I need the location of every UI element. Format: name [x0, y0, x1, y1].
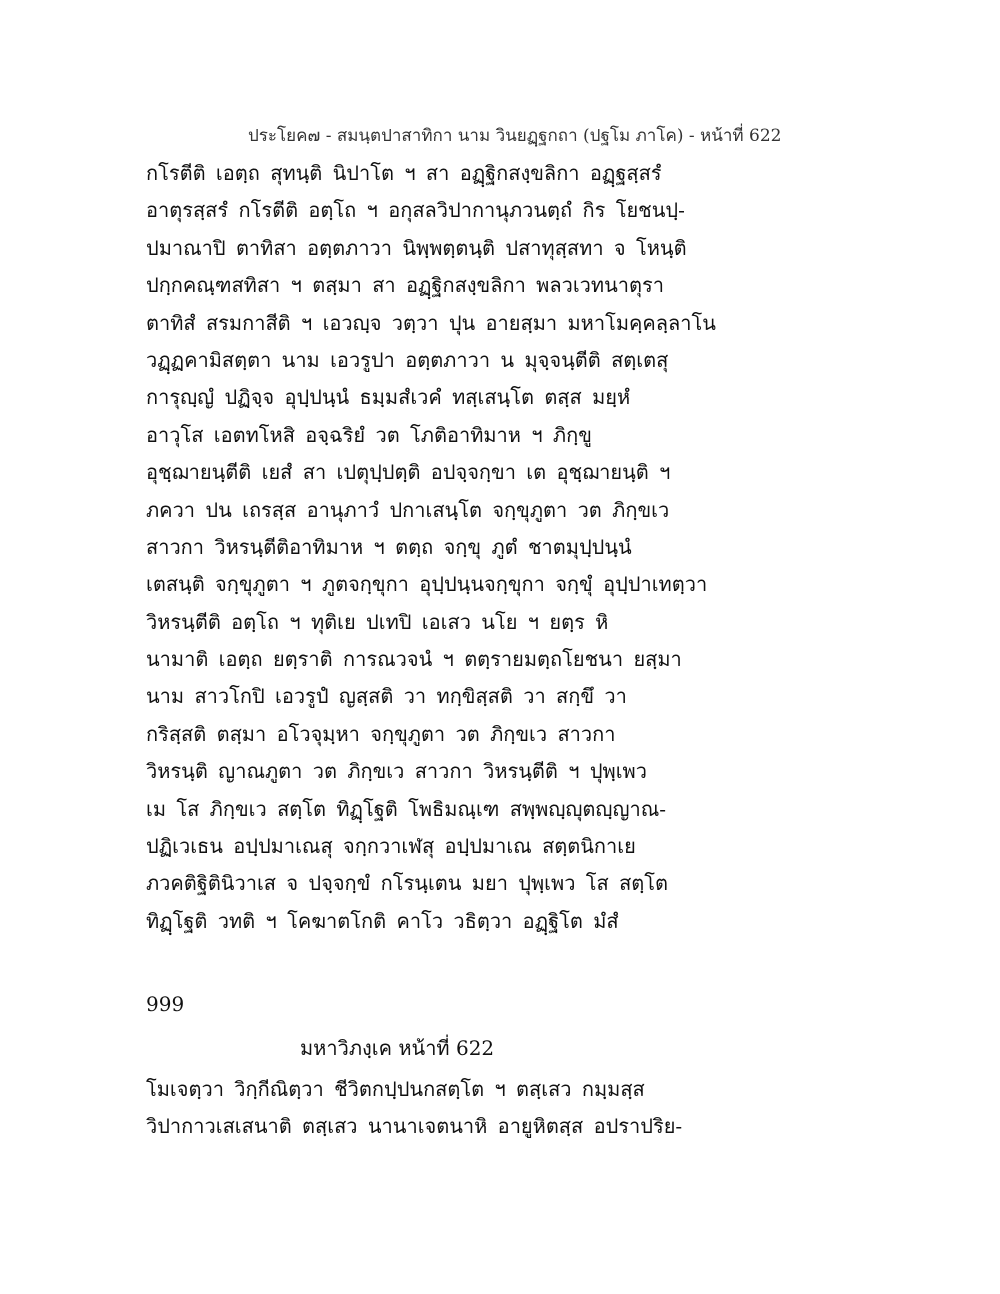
text-line: ตาทิสํ สรมกาสีติ ฯ เอวญฺจ วตฺวา ปุน อายสฺมา มหาโมคฺคลฺลาโน	[146, 310, 716, 335]
text-line: วิหรนฺตีติ อตฺโถ ฯ ทุติเย ปเทปิ เอเสว นโย ฯ ยตฺร หิ	[146, 609, 609, 634]
text-line: อาตุรสฺสรํ กโรตีติ อตฺโถ ฯ อกุสลวิปากานุภวนตฺถํ กิร โยชนปฺ-	[146, 198, 685, 223]
text-line: นามาติ เอตฺถ ยตฺราติ การณวจนํ ฯ ตตฺรายมตฺถโยชนา ยสฺมา	[146, 647, 682, 672]
text-line: ทิฏฺโฐติ วทติ ฯ โคฆาตโกติ คาโว วธิตฺวา อฏฺฐิโต มํสํ	[146, 908, 619, 933]
text-line: อุชฺฌายนฺตีติ เยสํ สา เปตุปฺปตฺติ อปจฺจกฺขา เต อุชฺฌายนฺติ ฯ	[146, 460, 671, 485]
text-line: การุญฺญํ ปฏิจฺจ อุปฺปนฺนํ ธมฺมสํเวคํ ทสฺเสนฺโต ตสฺส มยฺหํ	[146, 385, 631, 410]
text-line: กริสฺสติ ตสฺมา อโวจุมฺหา จกฺขุภูตา วต ภิกฺขเว สาวกา	[146, 721, 616, 746]
continuation-text-block	[146, 1071, 746, 1145]
text-line: ภวคติฐิตินิวาเส จ ปจฺจกฺขํ กโรนฺเตน มยา ปุพฺเพว โส สตฺโต	[146, 871, 669, 896]
main-text-block	[146, 155, 746, 940]
text-line: ปมาณาปิ ตาทิสา อตฺตภาวา นิพฺพตฺตนฺติ ปสาทุสฺสทา จ โหนฺติ	[146, 235, 687, 260]
text-line: กโรตีติ เอตฺถ สุทนฺติ นิปาโต ฯ สา อฏฺฐิกสงฺขลิกา อฏฺฐสฺสรํ	[146, 161, 662, 185]
text-line: โมเจตฺวา วิกฺกีณิตฺวา ชีวิตกปฺปนกสตฺโต ฯ ตสฺเสว กมฺมสฺส	[146, 1077, 645, 1101]
text-line: เม โส ภิกฺขเว สตฺโต ทิฏฺโฐติ โพธิมณฺเฑ สพฺพญฺญุตญฺญาณ-	[146, 796, 667, 821]
section-heading: มหาวิภงฺเค หน้าที่ 622	[300, 1036, 495, 1060]
text-line: สาวกา วิหรนฺตีติอาทิมาห ฯ ตตฺถ จกฺขุ ภูตํ ชาตมุปฺปนฺนํ	[146, 534, 632, 559]
text-line: วิหรนฺติ ญาณภูตา วต ภิกฺขเว สาวกา วิหรนฺตีติ ฯ ปุพฺเพว	[146, 759, 647, 784]
running-header: ประโยค๗ - สมนฺตปาสาทิกา นาม วินยฏฺฐกถา (ปฐโม ภาโค) - หน้าที่ 622	[248, 126, 782, 146]
text-line: วฏฺฏคามิสตฺตา นาม เอวรูปา อตฺตภาวา น มุจฺจนฺตีติ สตฺเตสุ	[146, 347, 669, 372]
page-number: 999	[146, 992, 185, 1016]
text-line: ปกฺกคณฺฑสทิสา ฯ ตสฺมา สา อฏฺฐิกสงฺขลิกา พลวเวทนาตุรา	[146, 273, 664, 298]
text-line: วิปากาวเสเสนาติ ตสฺเสว นานาเจตนาหิ อายูหิตสฺส อปราปริย-	[146, 1114, 683, 1138]
text-line: ปฏิเวเธน อปฺปมาเณสุ จกฺกวาเฬสุ อปฺปมาเณ สตฺตนิกาเย	[146, 834, 636, 859]
text-line: เตสนฺติ จกฺขุภูตา ฯ ภูตจกฺขุกา อุปฺปนฺนจกฺขุกา จกฺขุํ อุปฺปาเทตฺวา	[146, 572, 708, 597]
text-line: ภควา ปน เถรสฺส อานุภาวํ ปกาเสนฺโต จกฺขุภูตา วต ภิกฺขเว	[146, 497, 670, 522]
text-line: อาวุโส เอตทโหสิ อจฺฉริยํ วต โภติอาทิมาห ฯ ภิกฺขู	[146, 422, 592, 447]
text-line: นาม สาวโกปิ เอวรูปํ ญสฺสติ วา ทกฺขิสฺสติ วา สกฺขึ วา	[146, 684, 627, 709]
